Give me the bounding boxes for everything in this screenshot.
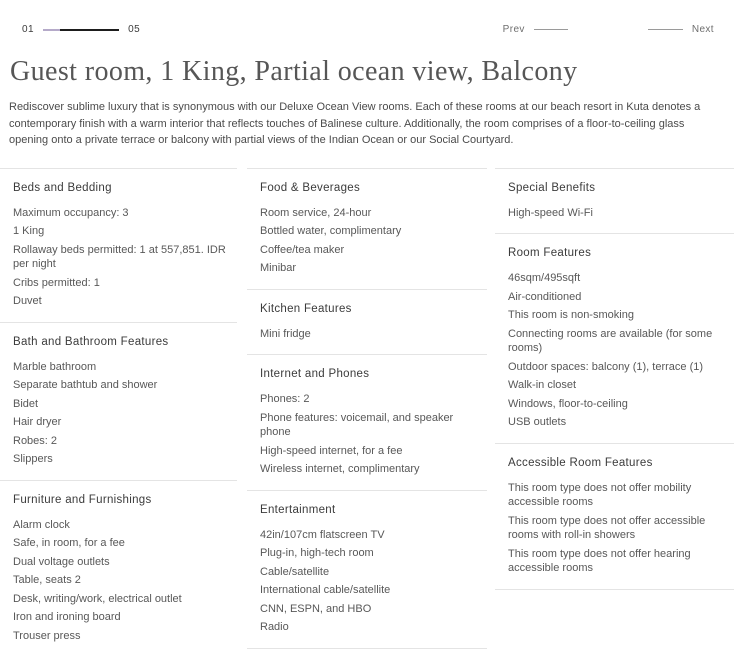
amenities-column <box>0 168 237 656</box>
amenity-item: Marble bathroom <box>13 360 231 375</box>
section-title: Kitchen Features <box>260 303 481 315</box>
amenity-item: Trouser press <box>13 629 231 644</box>
amenity-item: 42in/107cm flatscreen TV <box>260 528 481 543</box>
room-title: Guest room, 1 King, Partial ocean view, Balcony <box>10 56 734 88</box>
next-line <box>648 29 683 30</box>
section-title: Food & Beverages <box>260 182 481 194</box>
amenity-item: Phones: 2 <box>260 392 481 407</box>
amenities-columns <box>0 168 734 656</box>
amenity-item: 46sqm/495sqft <box>508 271 728 286</box>
amenities-section <box>247 168 487 289</box>
pager-current-number: 01 <box>22 24 34 35</box>
amenities-section <box>0 480 237 656</box>
amenity-item: Room service, 24-hour <box>260 206 481 221</box>
amenities-section <box>0 168 237 322</box>
section-title: Special Benefits <box>508 182 728 194</box>
amenity-item: Alarm clock <box>13 518 231 533</box>
amenity-item: Hair dryer <box>13 415 231 430</box>
amenities-column <box>495 168 734 656</box>
amenities-section <box>247 289 487 355</box>
amenity-item: Minibar <box>260 261 481 276</box>
amenity-item: Cable/satellite <box>260 565 481 580</box>
amenity-item: Coffee/tea maker <box>260 243 481 258</box>
amenities-column <box>247 168 487 656</box>
section-item-list <box>260 206 481 276</box>
amenity-item: This room type does not offer mobility accessible rooms <box>508 481 728 510</box>
amenity-item: Outdoor spaces: balcony (1), terrace (1) <box>508 360 728 375</box>
amenities-section <box>247 354 487 490</box>
next-button[interactable]: Next <box>692 24 714 35</box>
amenity-item: Phone features: voicemail, and speaker phone <box>260 411 481 440</box>
amenity-item: High-speed internet, for a fee <box>260 444 481 459</box>
section-item-list <box>13 360 231 467</box>
amenity-item: Cribs permitted: 1 <box>13 276 231 291</box>
amenity-item: Iron and ironing board <box>13 610 231 625</box>
carousel-pager <box>22 24 140 35</box>
amenity-item: Radio <box>260 620 481 635</box>
section-item-list <box>260 528 481 635</box>
amenity-item: USB outlets <box>508 415 728 430</box>
amenity-item: Slippers <box>13 452 231 467</box>
amenity-item: This room type does not offer hearing accessible rooms <box>508 547 728 576</box>
amenity-item: Plug-in, high-tech room <box>260 546 481 561</box>
carousel-nav <box>503 24 714 35</box>
section-title: Accessible Room Features <box>508 457 728 469</box>
section-title: Furniture and Furnishings <box>13 494 231 506</box>
amenity-item: CNN, ESPN, and HBO <box>260 602 481 617</box>
amenity-item: Bottled water, complimentary <box>260 224 481 239</box>
pager-total-number: 05 <box>128 24 140 35</box>
amenity-item: 1 King <box>13 224 231 239</box>
amenity-item: This room type does not offer accessible rooms with roll-in showers <box>508 514 728 543</box>
pager-progress-fill <box>43 29 60 31</box>
room-description: Rediscover sublime luxury that is synonymous with our Deluxe Ocean View rooms. Each of these rooms at our beach resort in Kuta denotes a contemporary finish with a warm interior that reflects touches of Balinese culture. Additionally, the room comprises of a floor-to-ceiling glass opening onto a private terrace or balcony with partial views of the Indian Ocean or our Social Courtyard. <box>9 99 724 149</box>
amenity-item: Connecting rooms are available (for some rooms) <box>508 327 728 356</box>
amenity-item: International cable/satellite <box>260 583 481 598</box>
amenity-item: Walk-in closet <box>508 378 728 393</box>
amenity-item: This room is non-smoking <box>508 308 728 323</box>
amenities-section <box>495 233 734 443</box>
amenity-item: Table, seats 2 <box>13 573 231 588</box>
amenity-item: Windows, floor-to-ceiling <box>508 397 728 412</box>
amenities-section <box>0 322 237 480</box>
amenity-item: Desk, writing/work, electrical outlet <box>13 592 231 607</box>
section-title: Bath and Bathroom Features <box>13 336 231 348</box>
amenities-section <box>495 443 734 590</box>
amenity-item: Bidet <box>13 397 231 412</box>
section-title: Entertainment <box>260 504 481 516</box>
section-item-list <box>13 518 231 644</box>
section-title: Room Features <box>508 247 728 259</box>
amenity-item: Robes: 2 <box>13 434 231 449</box>
section-title: Beds and Bedding <box>13 182 231 194</box>
section-item-list <box>508 206 728 221</box>
section-item-list <box>508 271 728 430</box>
top-bar <box>0 0 734 35</box>
section-title: Internet and Phones <box>260 368 481 380</box>
section-item-list <box>260 327 481 342</box>
amenities-section <box>247 490 487 649</box>
amenity-item: Dual voltage outlets <box>13 555 231 570</box>
section-item-list <box>508 481 728 576</box>
amenities-section <box>495 168 734 234</box>
prev-line <box>534 29 568 30</box>
amenity-item: Rollaway beds permitted: 1 at 557,851. IDR per night <box>13 243 231 272</box>
amenity-item: High-speed Wi-Fi <box>508 206 728 221</box>
amenity-item: Maximum occupancy: 3 <box>13 206 231 221</box>
amenity-item: Duvet <box>13 294 231 309</box>
section-item-list <box>13 206 231 309</box>
amenity-item: Mini fridge <box>260 327 481 342</box>
prev-button[interactable]: Prev <box>503 24 525 35</box>
pager-progress-track <box>43 29 119 31</box>
amenity-item: Safe, in room, for a fee <box>13 536 231 551</box>
amenity-item: Wireless internet, complimentary <box>260 462 481 477</box>
amenity-item: Separate bathtub and shower <box>13 378 231 393</box>
amenity-item: Air-conditioned <box>508 290 728 305</box>
section-item-list <box>260 392 481 477</box>
